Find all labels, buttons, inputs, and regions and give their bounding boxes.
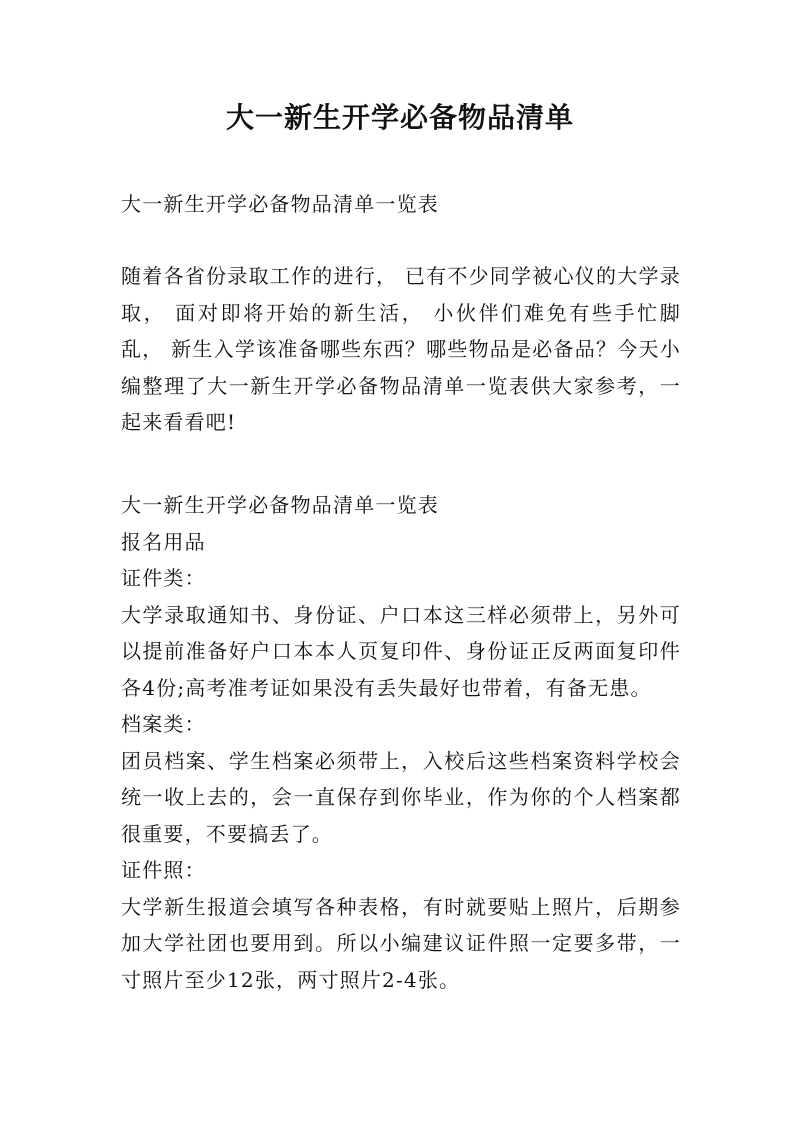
- section-heading: 大一新生开学必备物品清单一览表: [121, 493, 439, 517]
- document-subtitle: 大一新生开学必备物品清单一览表: [121, 192, 439, 216]
- document-title: 大一新生开学必备物品清单: [225, 101, 574, 134]
- subcategory-heading-certificates: 证件类：: [121, 566, 206, 590]
- category-heading-registration: 报名用品: [121, 529, 206, 554]
- archives-paragraph: 团员档案、学生档案必须带上，入校后这些档案资料学校会统一收上去的，会一直保存到你毕业，作为你的个人档案都很重要，不要搞丢了。: [121, 748, 681, 846]
- subcategory-heading-id-photos: 证件照：: [121, 858, 206, 882]
- intro-paragraph: 随着各省份录取工作的进行， 已有不少同学被心仪的大学录取， 面对即将开始的新生活， 小伙伴们难免有些手忙脚乱， 新生入学该准备哪些东西？哪些物品是必备品？今天小编整理了大一新生开学必备物品清单一览表供大家参考，一起来看看吧!: [121, 264, 681, 434]
- checklist-section: [121, 487, 681, 998]
- certificates-paragraph: 大学录取通知书、身份证、户口本这三样必须带上，另外可以提前准备好户口本本人页复印件、身份证正反两面复印件各4份;高考准考证如果没有丢失最好也带着，有备无患。: [121, 602, 681, 700]
- subcategory-heading-archives: 档案类：: [121, 712, 206, 736]
- id-photos-paragraph: 大学新生报道会填写各种表格，有时就要贴上照片，后期参加大学社团也要用到。所以小编建议证件照一定要多带，一寸照片至少12张，两寸照片2-4张。: [121, 894, 681, 992]
